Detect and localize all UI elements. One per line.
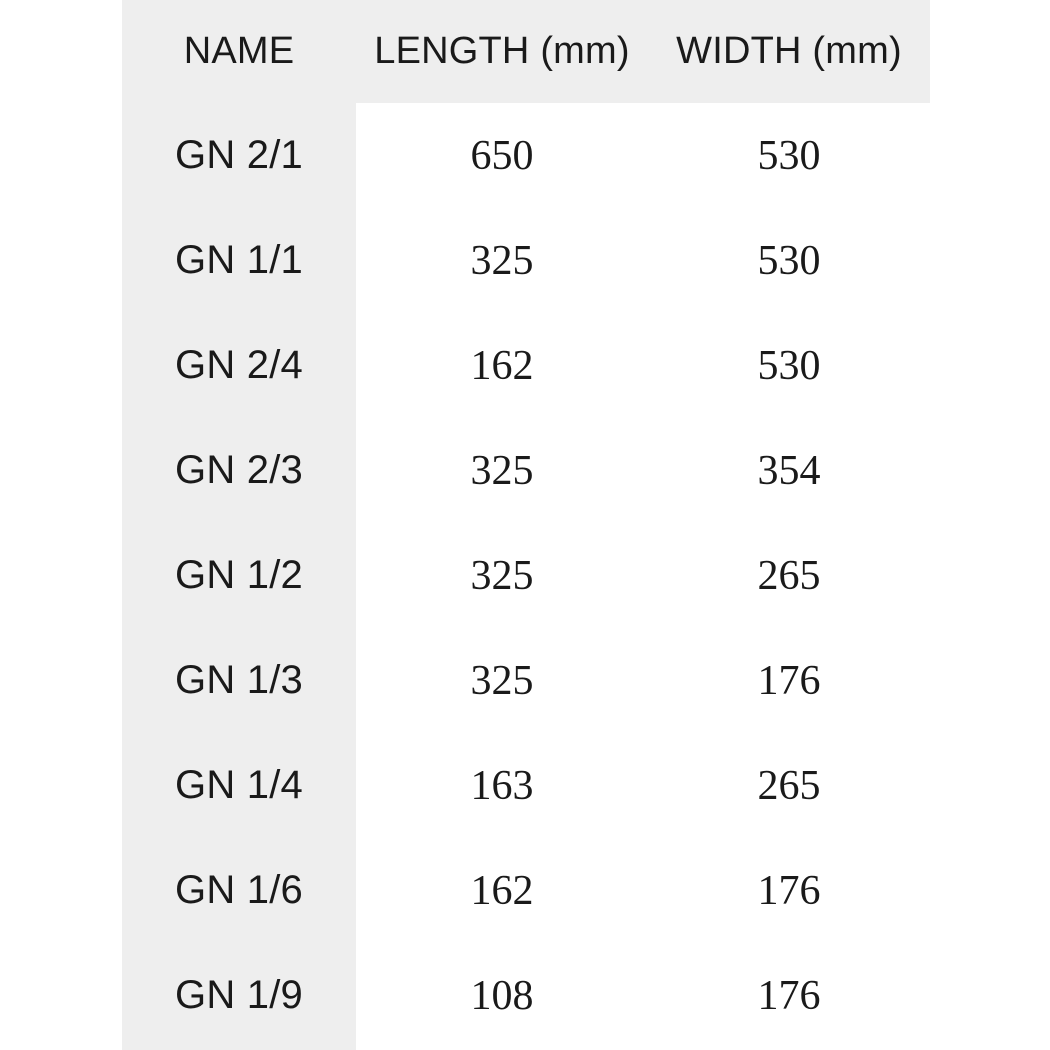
table-row xyxy=(122,523,930,628)
table-row xyxy=(122,838,930,943)
table-row xyxy=(122,418,930,523)
table-header-row xyxy=(122,0,930,103)
table-row xyxy=(122,628,930,733)
cell-width: 176 xyxy=(757,972,821,1019)
cell-width: 176 xyxy=(757,867,821,914)
cell-name: GN 1/2 xyxy=(175,553,303,597)
cell-length: 325 xyxy=(470,552,534,599)
cell-length: 162 xyxy=(470,867,534,914)
cell-width: 265 xyxy=(757,762,821,809)
cell-length: 325 xyxy=(470,237,534,284)
cell-name: GN 1/4 xyxy=(175,763,303,807)
cell-length: 163 xyxy=(470,762,534,809)
cell-length: 162 xyxy=(470,342,534,389)
cell-name: GN 1/3 xyxy=(175,658,303,702)
column-header-name: NAME xyxy=(183,30,295,72)
cell-width: 530 xyxy=(757,237,821,284)
gastronorm-size-table xyxy=(122,0,930,1048)
table-row xyxy=(122,943,930,1048)
column-header-length: LENGTH (mm) xyxy=(374,30,630,72)
cell-name: GN 2/4 xyxy=(175,343,303,387)
table-row xyxy=(122,313,930,418)
column-header-width: WIDTH (mm) xyxy=(676,30,902,72)
cell-length: 325 xyxy=(470,657,534,704)
cell-name: GN 1/6 xyxy=(175,868,303,912)
cell-name: GN 1/9 xyxy=(175,973,303,1017)
cell-length: 108 xyxy=(470,972,534,1019)
table-row xyxy=(122,733,930,838)
cell-width: 265 xyxy=(757,552,821,599)
cell-width: 530 xyxy=(757,342,821,389)
table-body xyxy=(122,103,930,1048)
cell-name: GN 2/3 xyxy=(175,448,303,492)
cell-width: 530 xyxy=(757,132,821,179)
cell-length: 650 xyxy=(470,132,534,179)
table-row xyxy=(122,208,930,313)
table-header xyxy=(122,0,930,103)
cell-name: GN 1/1 xyxy=(175,238,303,282)
table-row xyxy=(122,103,930,208)
cell-length: 325 xyxy=(470,447,534,494)
cell-width: 176 xyxy=(757,657,821,704)
cell-width: 354 xyxy=(757,447,821,494)
cell-name: GN 2/1 xyxy=(175,133,303,177)
